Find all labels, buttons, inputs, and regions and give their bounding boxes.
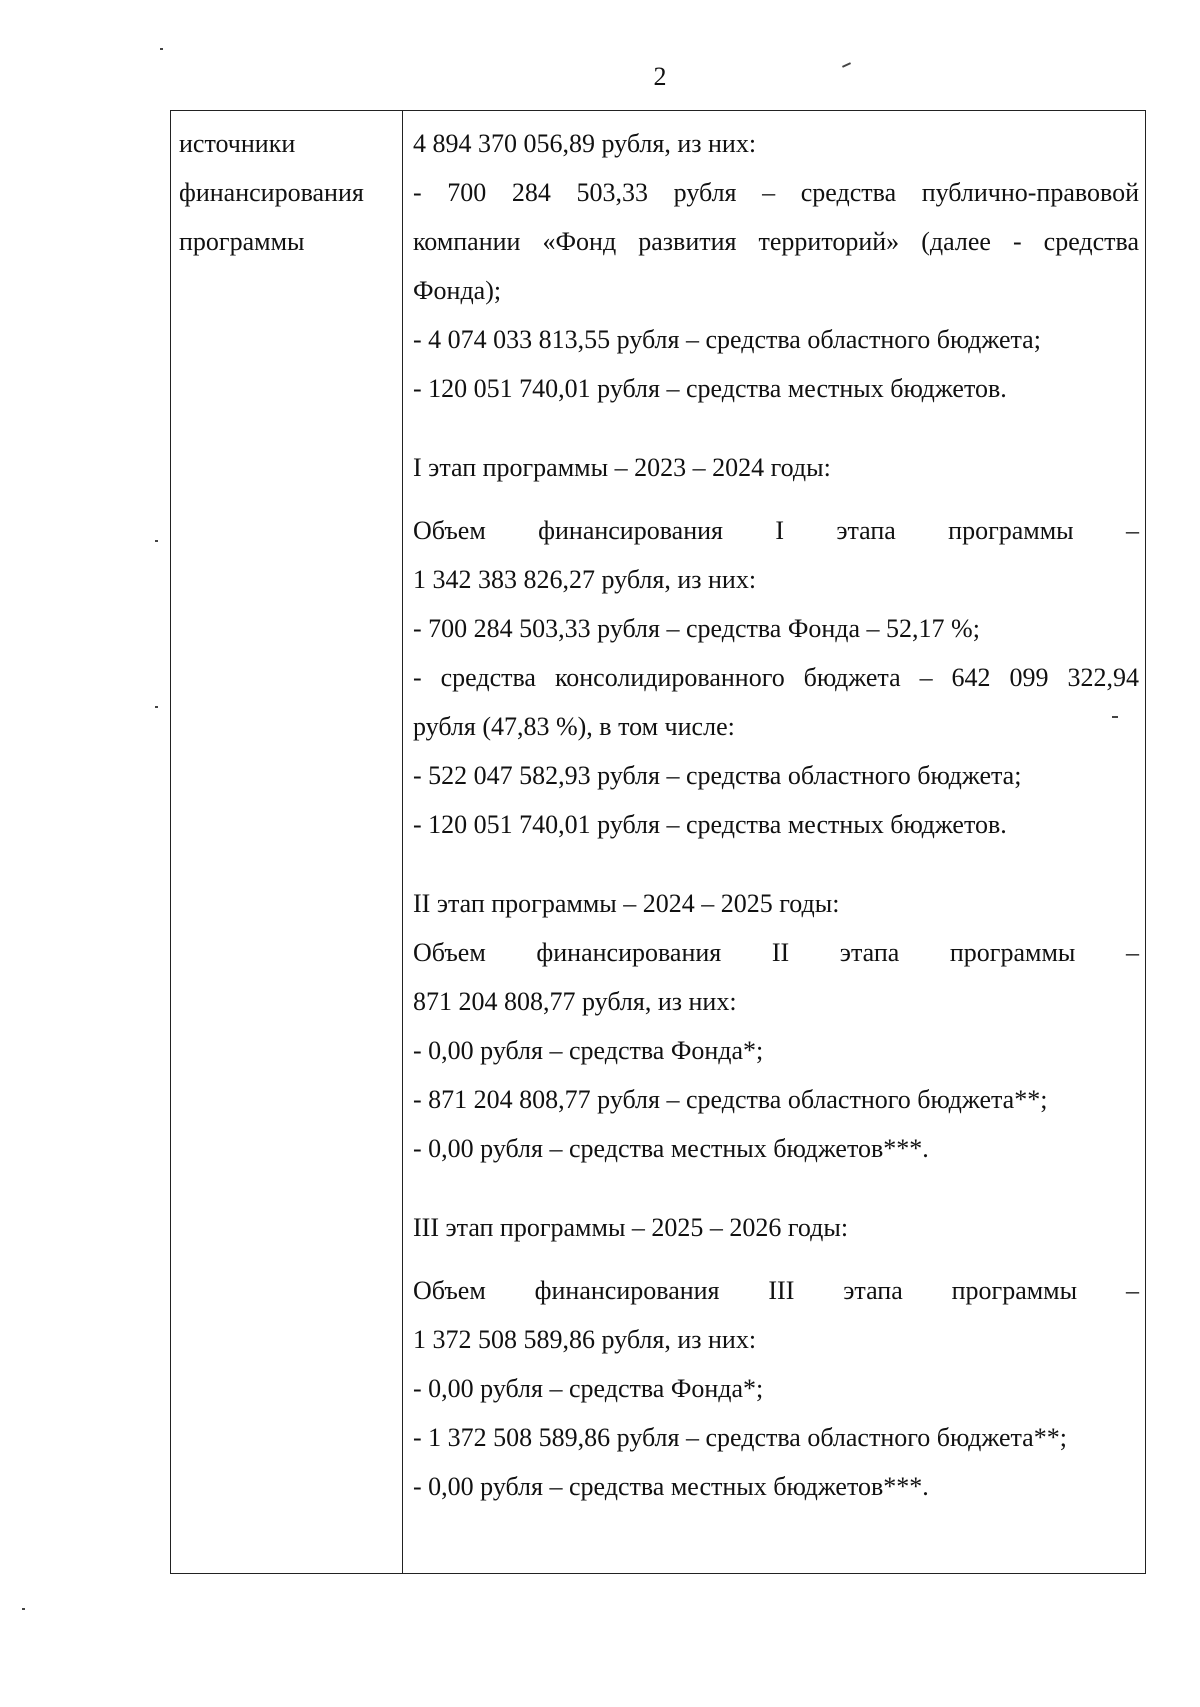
total-regional: - 4 074 033 813,55 рубля – средства областного бюджета;: [413, 325, 1041, 354]
stage2-fund: - 0,00 рубля – средства Фонда*;: [413, 1036, 764, 1065]
scan-artifact: [160, 48, 163, 50]
stage1-volume: Объем финансирования I этапа программы –: [413, 516, 1139, 545]
stage3-heading: III этап программы – 2025 – 2026 годы:: [413, 1213, 849, 1242]
total-fund-line: компании «Фонд развития территорий» (далее - средства: [413, 227, 1139, 256]
financing-table: [170, 110, 1146, 1574]
stage2-local: - 0,00 рубля – средства местных бюджетов***.: [413, 1134, 929, 1163]
stage1-consolidated: рубля (47,83 %), в том числе:: [413, 712, 735, 741]
stage1-fund: - 700 284 503,33 рубля – средства Фонда – 52,17 %;: [413, 614, 980, 643]
label-line: финансирования: [179, 178, 364, 207]
total-fund-line: Фонда);: [413, 276, 502, 305]
table-label-cell: [171, 111, 403, 1573]
scan-artifact: [155, 540, 158, 542]
page-number: 2: [653, 62, 667, 91]
scan-artifact: [1112, 716, 1118, 718]
label-line: программы: [179, 227, 305, 256]
total-fund-line: - 700 284 503,33 рубля – средства публично-правовой: [413, 178, 1139, 207]
stage3-volume: Объем финансирования III этапа программы –: [413, 1276, 1139, 1305]
total-local: - 120 051 740,01 рубля – средства местных бюджетов.: [413, 374, 1007, 403]
stage2-regional: - 871 204 808,77 рубля – средства областного бюджета**;: [413, 1085, 1048, 1114]
stage2-heading: II этап программы – 2024 – 2025 годы:: [413, 889, 840, 918]
stage1-regional: - 522 047 582,93 рубля – средства областного бюджета;: [413, 761, 1022, 790]
total-amount: 4 894 370 056,89 рубля, из них:: [413, 129, 757, 158]
label-line: источники: [179, 129, 296, 158]
stage3-volume: 1 372 508 589,86 рубля, из них:: [413, 1325, 757, 1354]
stage2-volume: 871 204 808,77 рубля, из них:: [413, 987, 737, 1016]
stage3-local: - 0,00 рубля – средства местных бюджетов***.: [413, 1472, 929, 1501]
scan-artifact: [22, 1608, 25, 1610]
table-content-cell: [403, 111, 1145, 1573]
scan-artifact: [155, 706, 158, 708]
stage1-consolidated: - средства консолидированного бюджета – 642 099 322,94: [413, 663, 1139, 692]
stage3-fund: - 0,00 рубля – средства Фонда*;: [413, 1374, 764, 1403]
stage3-regional: - 1 372 508 589,86 рубля – средства областного бюджета**;: [413, 1423, 1067, 1452]
stage1-local: - 120 051 740,01 рубля – средства местных бюджетов.: [413, 810, 1007, 839]
stage2-volume: Объем финансирования II этапа программы –: [413, 938, 1139, 967]
stage1-heading: I этап программы – 2023 – 2024 годы:: [413, 453, 831, 482]
stage1-volume: 1 342 383 826,27 рубля, из них:: [413, 565, 757, 594]
